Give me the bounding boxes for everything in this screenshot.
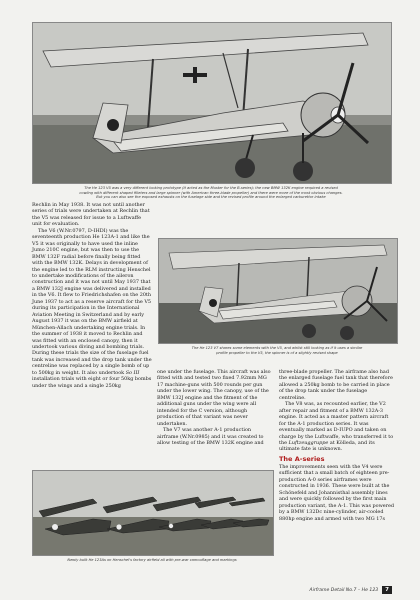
col2-paragraph-1: one under the fuselage. This aircraft was also fitted with and tested two fixed 7.92mm MG 17 machine-guns with 500 rounds per gun under the lower wing. The canopy, use of the BMW 132J engine and the fitment of the additional guns under the wing were all intended for the C version, although production of that variant was never undertaken. xyxy=(157,369,271,427)
caption-middle-line1: The He 123 V7 shares some elements with the V5, and whilst still looking as if it uses a similar xyxy=(191,346,363,350)
text-column-1 xyxy=(32,202,152,389)
col1-paragraph-2: The V6 (W.Nr.0797, D-IHDI) was the seventeenth production He 123A-1 and like the V5 it was originally to have used the inline Jumo 210C engine, but was then to use the BMW 132F radial before finally being fitted with the BMW 132K. Delays in development of the engine led to the RLM instructing Henschel to undertake modifications of the aileron construction and it was not until May 1937 that a BMW 132J engine was delivered and installed in the V6. It flew to Friedrichshafen on the 20th June 1937 to act as a reserve aircraft for the V5 during its participation in the International Aviation Meeting in Switzerland and by early August 1937 it was on the BMW airfield at München-Allach undertaking engine trials. In the summer of 1938 it moved to Rechlin and was fitted with an enclosed canopy, then it undertook various diving and bombing trials. During these trials the size of the fuselage fuel tank was increased and the drop tank under the centreline was replaced by a single bomb of up to 500kg in weight. It also undertook So III installation trials with eight or four 50kg bombs under the wings and a single 250kg xyxy=(32,227,152,389)
col3-paragraph-2: The V8 was, as recounted earlier, the V2 after repair and fitment of a BMW 132A-3 engine. It acted as a master pattern aircraft for the A-1 production series. It was eventually marked as D-IUPO and taken on charge by the Luftwaffe, who transferred it to the Luftzeuggruppe at Kölleda, and its ultimate fate is unknown. xyxy=(279,401,394,453)
caption-top xyxy=(34,186,388,200)
caption-top-line3: But you can also see the exposed exhausts on the fuselage side and the revised profile around the enlarged carburettor intake xyxy=(96,195,326,200)
section-heading-a-series: The A-series xyxy=(279,454,325,463)
page-footer xyxy=(309,586,392,594)
col3-paragraph-3: The improvements seen with the V4 were sufficient that a small batch of eighteen pre-production A-0 series airframes were constructed in 1936. These were built at the Schönefeld and Johannisthal assembly lines and were quickly followed by the first main production variant, the A-1. This was powered by a BMW 132Dc nine-cylinder, air-cooled 880hp engine and armed with two MG 17s xyxy=(279,463,395,522)
caption-bottom-text: Newly built He 123As on Henschel's factory airfield all with pre-war camouflage and markings xyxy=(67,558,237,562)
photo-he123-v7 xyxy=(158,238,398,344)
col3-paragraph-1: three-blade propeller. The airframe also had the enlarged fuselage fuel tank that therefore allowed a 250kg bomb to be carried in place of the drop tank under the fuselage centreline. xyxy=(279,369,393,401)
page-number: 7 xyxy=(382,586,392,594)
caption-top-line1: The He 123 V5 was a very different looking prototype (it acted as the Muster for the B-series); the new BMW 132K engine required a revised xyxy=(84,186,338,190)
text-column-3 xyxy=(279,369,395,522)
caption-top-line2: cowling with different shaped filleters and large spinner (with American three-blade propeller) and there were more of the most obvious changes. xyxy=(79,190,343,195)
caption-middle-line2: profile propeller to the V5, the spinner is of a slightly revised shape xyxy=(216,350,338,355)
caption-bottom xyxy=(32,558,272,563)
photo-he123-v5 xyxy=(32,22,392,184)
text-column-2 xyxy=(157,369,273,446)
series-title: Airframe Detail No.7 – He 123 xyxy=(309,587,379,593)
col1-paragraph-1: Rechlin in May 1938. It was not until another series of trials were undertaken at Rechlin that the V5 was released for issue to a Luftwaffe unit for evaluation. xyxy=(32,202,150,228)
photo-he123a-lineup xyxy=(32,470,274,556)
col2-paragraph-2: The V7 was another A-1 production airframe (W.Nr.0985) and it was created to allow testing of the BMW 132K engine and xyxy=(157,427,264,446)
caption-middle xyxy=(160,346,394,355)
